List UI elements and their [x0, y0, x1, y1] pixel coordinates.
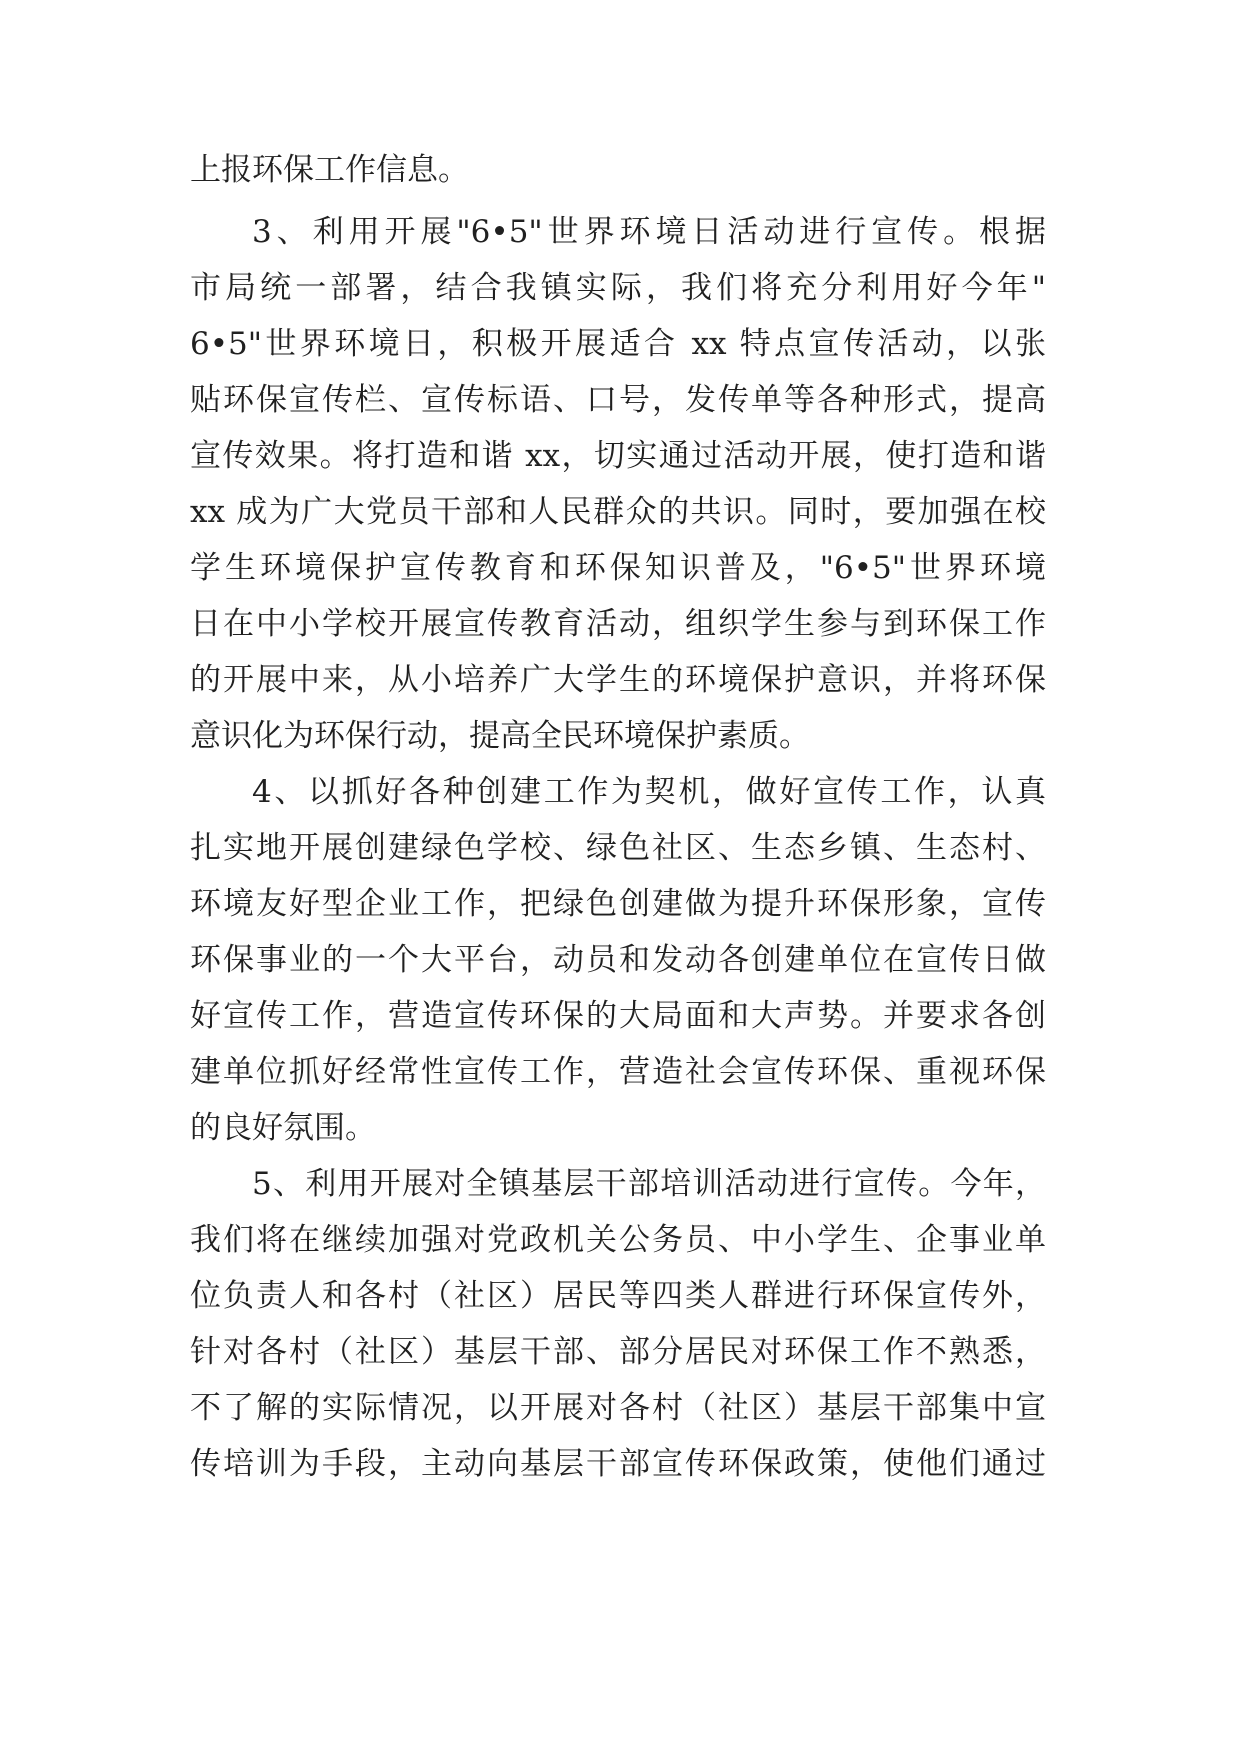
text-line: 好宣传工作，营造宣传环保的大局面和大声势。并要求各创	[190, 998, 1046, 1034]
text-line: 针对各村（社区）基层干部、部分居民对环保工作不熟悉，	[190, 1334, 1046, 1370]
text-line: 贴环保宣传栏、宣传标语、口号，发传单等各种形式，提高	[190, 382, 1046, 418]
text-line: 日在中小学校开展宣传教育活动，组织学生参与到环保工作	[190, 606, 1046, 642]
text-line: 上报环保工作信息。	[190, 152, 469, 188]
text-line: 的开展中来，从小培养广大学生的环境保护意识，并将环保	[190, 662, 1046, 698]
text-line: 位负责人和各村（社区）居民等四类人群进行环保宣传外，	[190, 1278, 1046, 1314]
text-line: 宣传效果。将打造和谐 xx，切实通过活动开展，使打造和谐	[190, 438, 1046, 474]
text-line: 学生环境保护宣传教育和环保知识普及，"6•5"世界环境	[190, 550, 1046, 586]
text-line: 环境友好型企业工作，把绿色创建做为提升环保形象，宣传	[190, 886, 1046, 922]
paragraph-3-first-line: 3、利用开展"6•5"世界环境日活动进行宣传。根据	[252, 214, 1046, 250]
text-line: 6•5"世界环境日，积极开展适合 xx 特点宣传活动，以张	[190, 326, 1046, 362]
text-line: 扎实地开展创建绿色学校、绿色社区、生态乡镇、生态村、	[190, 830, 1046, 866]
paragraph-4-first-line: 4、以抓好各种创建工作为契机，做好宣传工作，认真	[252, 774, 1046, 810]
text-line: 不了解的实际情况，以开展对各村（社区）基层干部集中宣	[190, 1390, 1046, 1426]
text-line: 我们将在继续加强对党政机关公务员、中小学生、企事业单	[190, 1222, 1046, 1258]
text-line: 市局统一部署，结合我镇实际，我们将充分利用好今年"	[190, 270, 1046, 306]
text-line: xx 成为广大党员干部和人民群众的共识。同时，要加强在校	[190, 494, 1046, 530]
text-line: 意识化为环保行动，提高全民环境保护素质。	[190, 718, 810, 754]
text-line: 建单位抓好经常性宣传工作，营造社会宣传环保、重视环保	[190, 1054, 1046, 1090]
text-line: 传培训为手段，主动向基层干部宣传环保政策，使他们通过	[190, 1446, 1046, 1482]
text-line: 环保事业的一个大平台，动员和发动各创建单位在宣传日做	[190, 942, 1046, 978]
text-line: 的良好氛围。	[190, 1110, 376, 1146]
paragraph-5-first-line: 5、利用开展对全镇基层干部培训活动进行宣传。今年，	[252, 1166, 1046, 1202]
